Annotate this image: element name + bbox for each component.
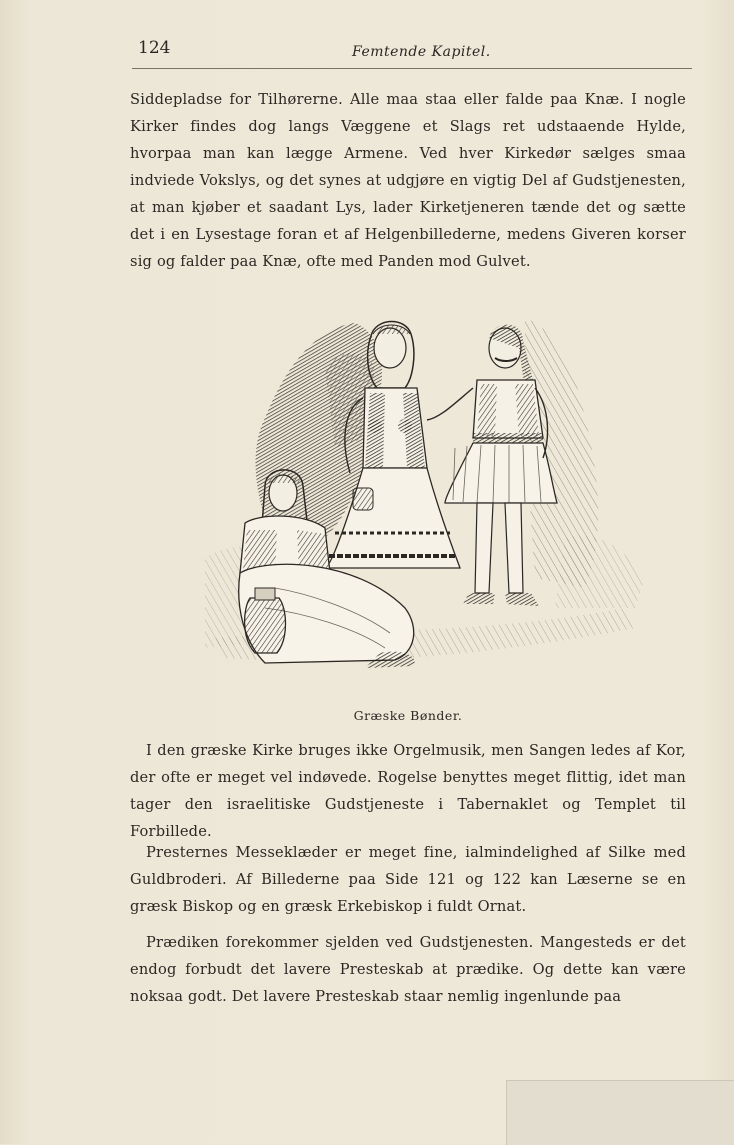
paragraph-2: I den græske Kirke bruges ikke Orgelmusik, men Sangen ledes af Kor, der ofte er meget vel indøvede. Rogelse benyttes meget flittig, idet man tager den israelitiske Gudstjeneste i Tabernaklet og Templet til Forbillede. bbox=[130, 742, 686, 840]
page-header bbox=[132, 38, 692, 64]
header-rule bbox=[132, 68, 692, 69]
illustration-greek-peasants bbox=[205, 308, 665, 703]
paragraph-1: Siddepladse for Tilhørerne. Alle maa staa eller falde paa Knæ. I nogle Kirker findes dog langs Væggene et Slags ret udstaaende Hylde, hvorpaa man kan lægge Armene. Ved hver Kirkedør sælges smaa indviede Vokslys, og det synes at udgjøre en vigtig Del af Gudstjenesten, at man kjøber et saadant Lys, lader Kirketjeneren tænde det og sætte det i en Lysestage foran et af Helgenbillederne, medens Giveren korser sig og falder paa Knæ, ofte med Panden mod Gulvet. bbox=[130, 91, 686, 270]
paragraph-4: Prædiken forekommer sjelden ved Gudstjenesten. Mangesteds er det endog forbudt det lavere Presteskab at prædike. Og dette kan være noksaa godt. Det lavere Presteskab staar nemlig ingenlunde paa bbox=[130, 934, 686, 1005]
paragraph-3: Presternes Messeklæder er meget fine, ialmindelighed af Silke med Guldbroderi. Af Billederne paa Side 121 og 122 kan Læserne se en græsk Biskop og en græsk Erkebiskop i fuldt Ornat. bbox=[130, 844, 686, 915]
running-title: Femtende Kapitel. bbox=[352, 44, 491, 60]
illustration-drawing bbox=[205, 308, 665, 703]
figure-caption: Græske Bønder. bbox=[353, 708, 463, 723]
corner-patch bbox=[506, 1080, 734, 1145]
page-number: 124 bbox=[138, 38, 171, 58]
